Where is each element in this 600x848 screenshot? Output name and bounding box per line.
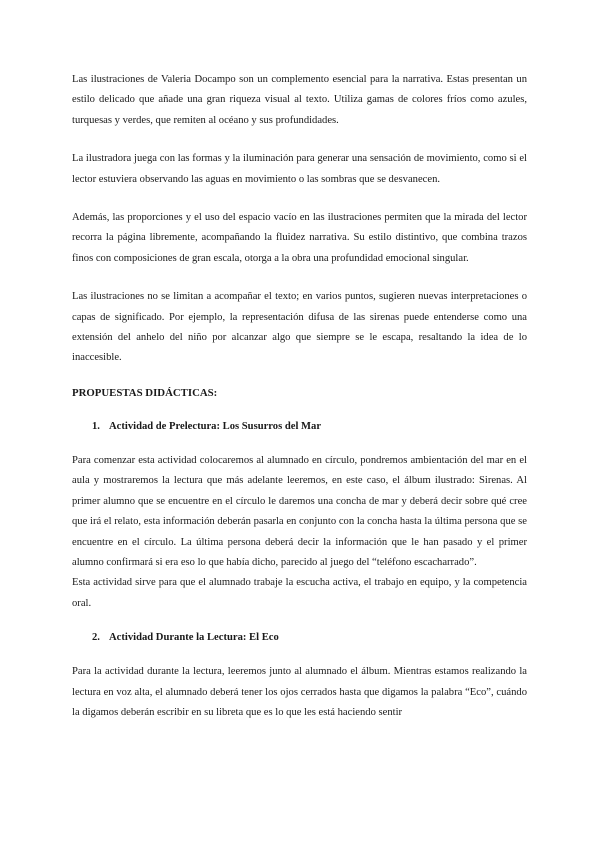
activity-1-paragraph-1: Para comenzar esta actividad colocaremos al alumnado en círculo, pondremos ambientación del mar en el aula y mostraremos la lectura que más adelante leeremos, en este caso, el álbum ilustrado: Sirenas. Al primer alumno que se encuentre en el círculo le daremos una concha de mar y deberá decir sobre qué cree que irá el relato, esta información deberán pasarla en conjunto con la concha hasta la última persona que se encuentre en el círculo. La última persona deberá decir la información que le han pasado y el primer alumno confirmará si era eso lo que había dicho, parecido al juego del “teléfono escacharrado”. [72, 454, 527, 568]
section-heading: PROPUESTAS DIDÁCTICAS: [72, 386, 218, 399]
activity-2-heading [72, 628, 527, 648]
activity-1-paragraph-2: Esta actividad sirve para que el alumnado trabaje la escucha activa, el trabajo en equipo, y la competencia oral. [72, 577, 527, 609]
intro-paragraph-3: Además, las proporciones y el uso del espacio vacío en las ilustraciones permiten que la mirada del lector recorra la página libremente, acompañando la fluidez narrativa. Su estilo distintivo, que combina trazos finos con composiciones de gran escala, otorga a la obra una profundidad emocional singular. [72, 212, 527, 264]
intro-paragraph-4: Las ilustraciones no se limitan a acompañar el texto; en varios puntos, sugieren nuevas interpretaciones o capas de significado. Por ejemplo, la representación difusa de las sirenas puede entenderse como una extensión del anhelo del niño por alcanzar algo que siempre se le escapa, resaltando la idea de lo inaccesible. [72, 291, 527, 364]
activity-2-title: Actividad Durante la Lectura: El Eco [109, 632, 279, 644]
activity-1-title: Actividad de Prelectura: Los Susurros del Mar [109, 420, 322, 432]
activity-2-number: 2. [92, 632, 100, 644]
intro-paragraph-2: La ilustradora juega con las formas y la iluminación para generar una sensación de movimiento, como si el lector estuviera observando las aguas en movimiento o las sombras que se desvanecen. [72, 153, 527, 185]
page-content [72, 70, 527, 723]
activity-1-number: 1. [92, 420, 100, 432]
activity-2-paragraph-1: Para la actividad durante la lectura, leeremos junto al alumnado el álbum. Mientras estamos realizando la lectura en voz alta, el alumnado deberá tener los ojos cerrados hasta que digamos la palabra “Eco”, cuándo la digamos deberán escribir en su libreta que es lo que les está haciendo sentir [72, 666, 527, 718]
intro-paragraph-1: Las ilustraciones de Valeria Docampo son un complemento esencial para la narrativa. Estas presentan un estilo delicado que añade una gran riqueza visual al texto. Utiliza gamas de colores fríos como azules, turquesas y verdes, que remiten al océano y sus profundidades. [72, 74, 527, 126]
activity-1-heading [72, 417, 527, 437]
